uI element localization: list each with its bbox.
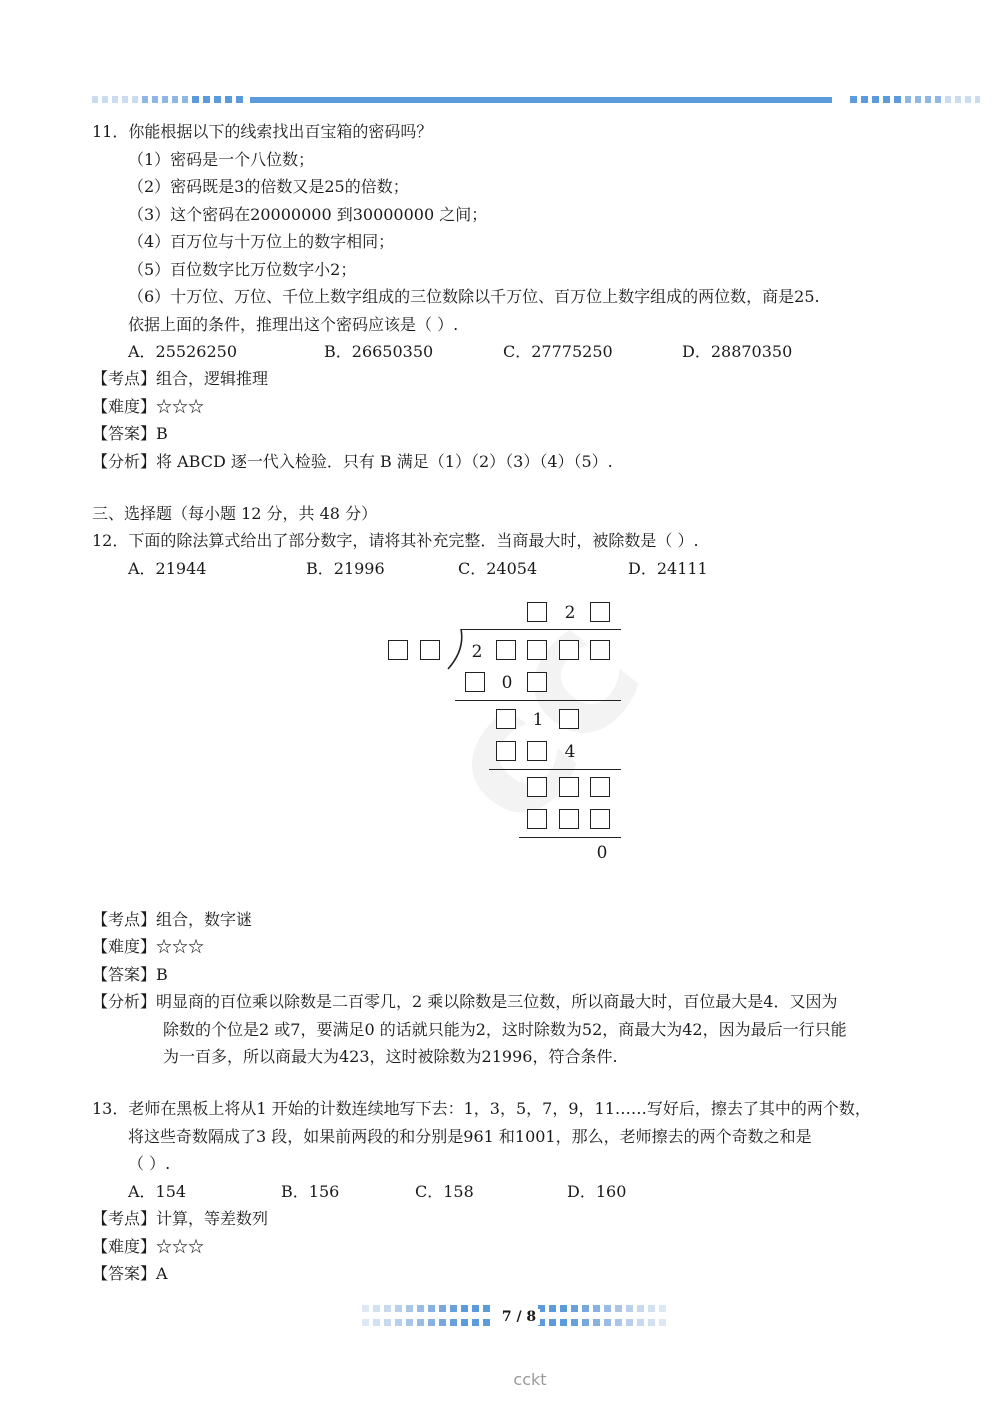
clue: （6）十万位、万位、千位上数字组成的三位数除以千万位、百万位上数字组成的两位数，商是25. [128,287,820,306]
option-d: D．28870350 [682,342,793,361]
question-stem: （ ）. [128,1154,171,1173]
blank-box [559,640,579,660]
topic: 【考点】组合，逻辑推理 [92,369,269,388]
given-digit: 0 [501,673,513,693]
footer-watermark-text: cckt [513,1370,547,1389]
blank-box [527,777,547,797]
answer: 【答案】B [92,965,168,984]
remainder-digit: 0 [596,843,608,863]
clue: （1）密码是一个八位数； [128,150,315,169]
blank-box [527,640,547,660]
option-c: C．158 [415,1182,474,1201]
blank-box [590,777,610,797]
options [128,1182,828,1202]
options [128,342,828,362]
answer: 【答案】A [92,1264,168,1283]
clue: （3）这个密码在20000000 到30000000 之间； [128,205,488,224]
division-bar [461,629,621,630]
subtraction-line [519,837,621,838]
blank-box [496,709,516,729]
analysis: 【分析】明显商的百位乘以除数是二百零几，2 乘以除数是三位数，所以商最大时，百位最大是4．又因为 [92,992,838,1011]
option-d: D．24111 [628,559,708,578]
blank-box [465,672,485,692]
question-stem: 13．老师在黑板上将从1 开始的计数连续地写下去：1，3，5，7，9，11……写好后，擦去了其中的两个数， [92,1099,871,1118]
page-number: 7 / 8 [498,1309,540,1325]
difficulty: 【难度】☆☆☆ [92,937,205,956]
option-a: A．154 [128,1182,187,1201]
blank-box [527,672,547,692]
question-stem: 将这些奇数隔成了3 段，如果前两段的和分别是961 和1001，那么，老师擦去的两个奇数之和是 [128,1127,812,1146]
difficulty: 【难度】☆☆☆ [92,1237,205,1256]
blank-box [590,809,610,829]
given-digit: 2 [564,603,576,623]
option-d: D．160 [567,1182,627,1201]
clue: （2）密码既是3的倍数又是25的倍数； [128,177,409,196]
blank-box [527,741,547,761]
option-b: B．26650350 [324,342,434,361]
clue: （5）百位数字比万位数字小2； [128,260,357,279]
blank-box [527,809,547,829]
option-b: B．156 [281,1182,340,1201]
difficulty: 【难度】☆☆☆ [92,397,205,416]
question-stem: 12．下面的除法算式给出了部分数字，请将其补充完整．当商最大时，被除数是（ ）. [92,531,699,550]
blank-box [527,602,547,622]
clue: （4）百万位与十万位上的数字相同； [128,232,395,251]
analysis: 【分析】将 ABCD 逐一代入检验．只有 B 满足（1）（2）（3）（4）（5）. [92,452,613,471]
option-c: C．27775250 [503,342,613,361]
divisor-box [388,640,408,660]
blank-box [590,602,610,622]
given-digit: 2 [471,642,483,662]
section-title: 三、选择题（每小题 12 分，共 48 分） [92,504,378,523]
given-digit: 1 [532,710,544,730]
blank-box [559,709,579,729]
options [128,559,828,579]
blank-box [559,809,579,829]
option-c: C．24054 [458,559,538,578]
given-digit: 4 [564,742,576,762]
subtraction-line [455,700,621,701]
topic: 【考点】组合，数字谜 [92,910,253,929]
division-bracket [446,628,466,670]
blank-box [559,777,579,797]
answer: 【答案】B [92,424,168,443]
conclusion: 依据上面的条件，推理出这个密码应该是（ ）. [128,315,459,334]
option-b: B．21996 [306,559,385,578]
analysis: 为一百多，所以商最大为423，这时被除数为21996，符合条件. [163,1047,618,1066]
option-a: A．21944 [128,559,207,578]
option-a: A．25526250 [128,342,237,361]
blank-box [496,640,516,660]
subtraction-line [489,769,621,770]
blank-box [496,741,516,761]
question-stem: 11．你能根据以下的线索找出百宝箱的密码吗？ [92,122,433,141]
topic: 【考点】计算，等差数列 [92,1209,269,1228]
analysis: 除数的个位是2 或7，要满足0 的话就只能为2，这时除数为52，商最大为42，因为最后一行只能 [163,1020,847,1039]
divisor-box [420,640,440,660]
header-decorative-bar [92,96,980,104]
blank-box [590,640,610,660]
